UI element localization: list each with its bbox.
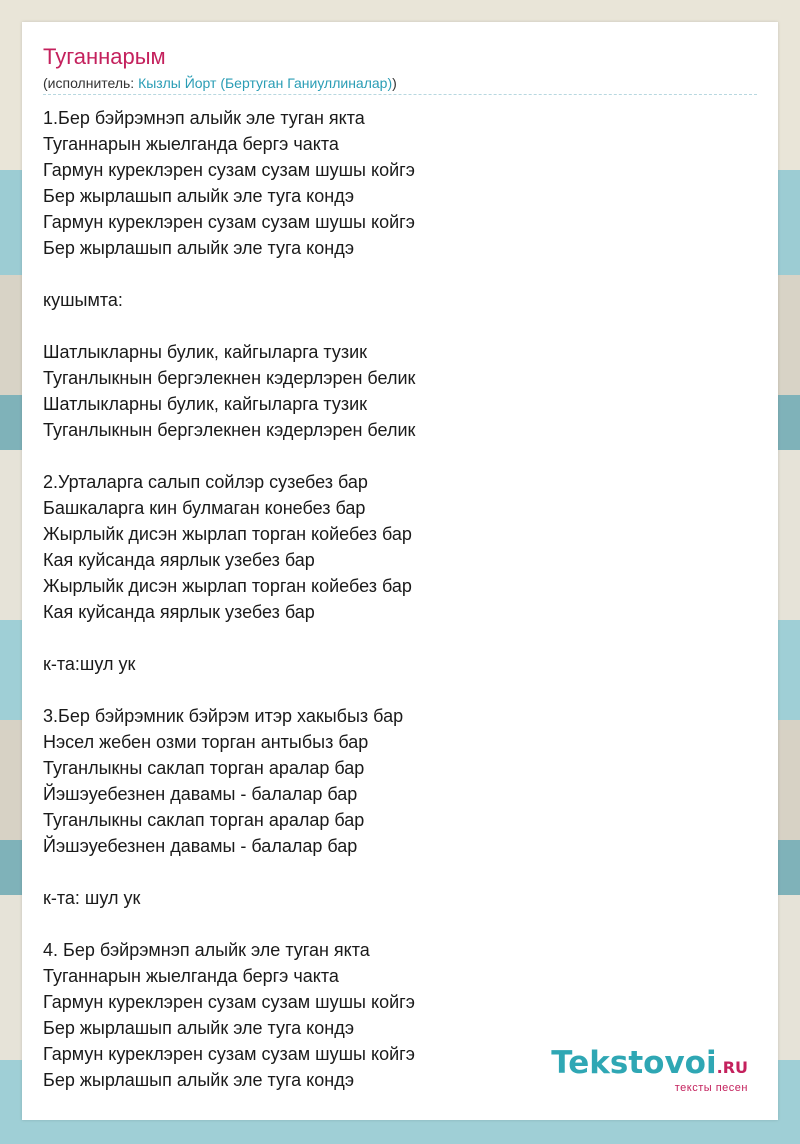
site-logo <box>551 1047 748 1094</box>
lyric-line: Кая куйсанда яярлык узебез бар <box>43 550 315 570</box>
artist-link[interactable]: Кызлы Йорт (Бертуган Ганиуллиналар) <box>138 75 393 91</box>
lyric-line: Туганлыкнын бергэлекнен кэдерлэрен белик <box>43 368 416 388</box>
logo-tagline: тексты песен <box>674 1082 748 1094</box>
lyric-line: Туганлыкны саклап торган аралар бар <box>43 810 365 830</box>
lyric-line: кушымта: <box>43 290 123 310</box>
blank-line <box>43 859 415 885</box>
song-title: Туганнарым <box>43 44 166 69</box>
lyric-line: Башкаларга кин булмаган конебез бар <box>43 498 366 518</box>
blank-line <box>43 911 415 937</box>
artist-suffix: ) <box>392 75 397 91</box>
lyric-line: Гармун куреклэрен сузам сузам шушы койгэ <box>43 992 415 1012</box>
blank-line <box>43 677 415 703</box>
lyric-line: Йэшэуебезнен давамы - балалар бар <box>43 836 358 856</box>
lyric-line: 3.Бер бэйрэмник бэйрэм итэр хакыбыз бар <box>43 706 404 726</box>
lyric-line: Жырлыйк дисэн жырлап торган койебез бар <box>43 524 412 544</box>
lyric-line: Бер жырлашып алыйк эле туга кондэ <box>43 186 355 206</box>
lyrics-text <box>43 105 415 1093</box>
lyric-line: Йэшэуебезнен давамы - балалар бар <box>43 784 358 804</box>
blank-line <box>43 625 415 651</box>
logo-tld: .RU <box>716 1058 748 1077</box>
lyrics-sheet <box>22 22 778 1120</box>
blank-line <box>43 313 415 339</box>
lyric-line: Нэсел жебен озми торган антыбыз бар <box>43 732 369 752</box>
lyric-line: Гармун куреклэрен сузам сузам шушы койгэ <box>43 160 415 180</box>
lyric-line: Шатлыкларны булик, кайгыларга тузик <box>43 394 368 414</box>
lyric-line: 2.Урталарга салып сойлэр сузебез бар <box>43 472 368 492</box>
lyric-line: Бер жырлашып алыйк эле туга кондэ <box>43 1070 355 1090</box>
lyric-line: Кая куйсанда яярлык узебез бар <box>43 602 315 622</box>
artist-line <box>43 74 397 92</box>
lyric-line: Гармун куреклэрен сузам сузам шушы койгэ <box>43 1044 415 1064</box>
lyric-line: Туганнарын жыелганда бергэ чакта <box>43 966 339 986</box>
lyric-line: Туганлыкнын бергэлекнен кэдерлэрен белик <box>43 420 416 440</box>
lyric-line: 4. Бер бэйрэмнэп алыйк эле туган якта <box>43 940 370 960</box>
artist-prefix: (исполнитель: <box>43 75 139 91</box>
logo-main-text: Tekstovoi <box>551 1045 717 1081</box>
lyric-line: к-та: шул ук <box>43 888 141 908</box>
lyric-line: Жырлыйк дисэн жырлап торган койебез бар <box>43 576 412 596</box>
lyric-line: Гармун куреклэрен сузам сузам шушы койгэ <box>43 212 415 232</box>
lyric-line: 1.Бер бэйрэмнэп алыйк эле туган якта <box>43 108 365 128</box>
lyric-line: Бер жырлашып алыйк эле туга кондэ <box>43 1018 355 1038</box>
lyric-line: к-та:шул ук <box>43 654 136 674</box>
lyric-line: Бер жырлашып алыйк эле туга кондэ <box>43 238 355 258</box>
divider <box>43 94 757 95</box>
lyric-line: Туганнарын жыелганда бергэ чакта <box>43 134 339 154</box>
blank-line <box>43 443 415 469</box>
blank-line <box>43 261 415 287</box>
lyric-line: Шатлыкларны булик, кайгыларга тузик <box>43 342 368 362</box>
lyric-line: Туганлыкны саклап торган аралар бар <box>43 758 365 778</box>
